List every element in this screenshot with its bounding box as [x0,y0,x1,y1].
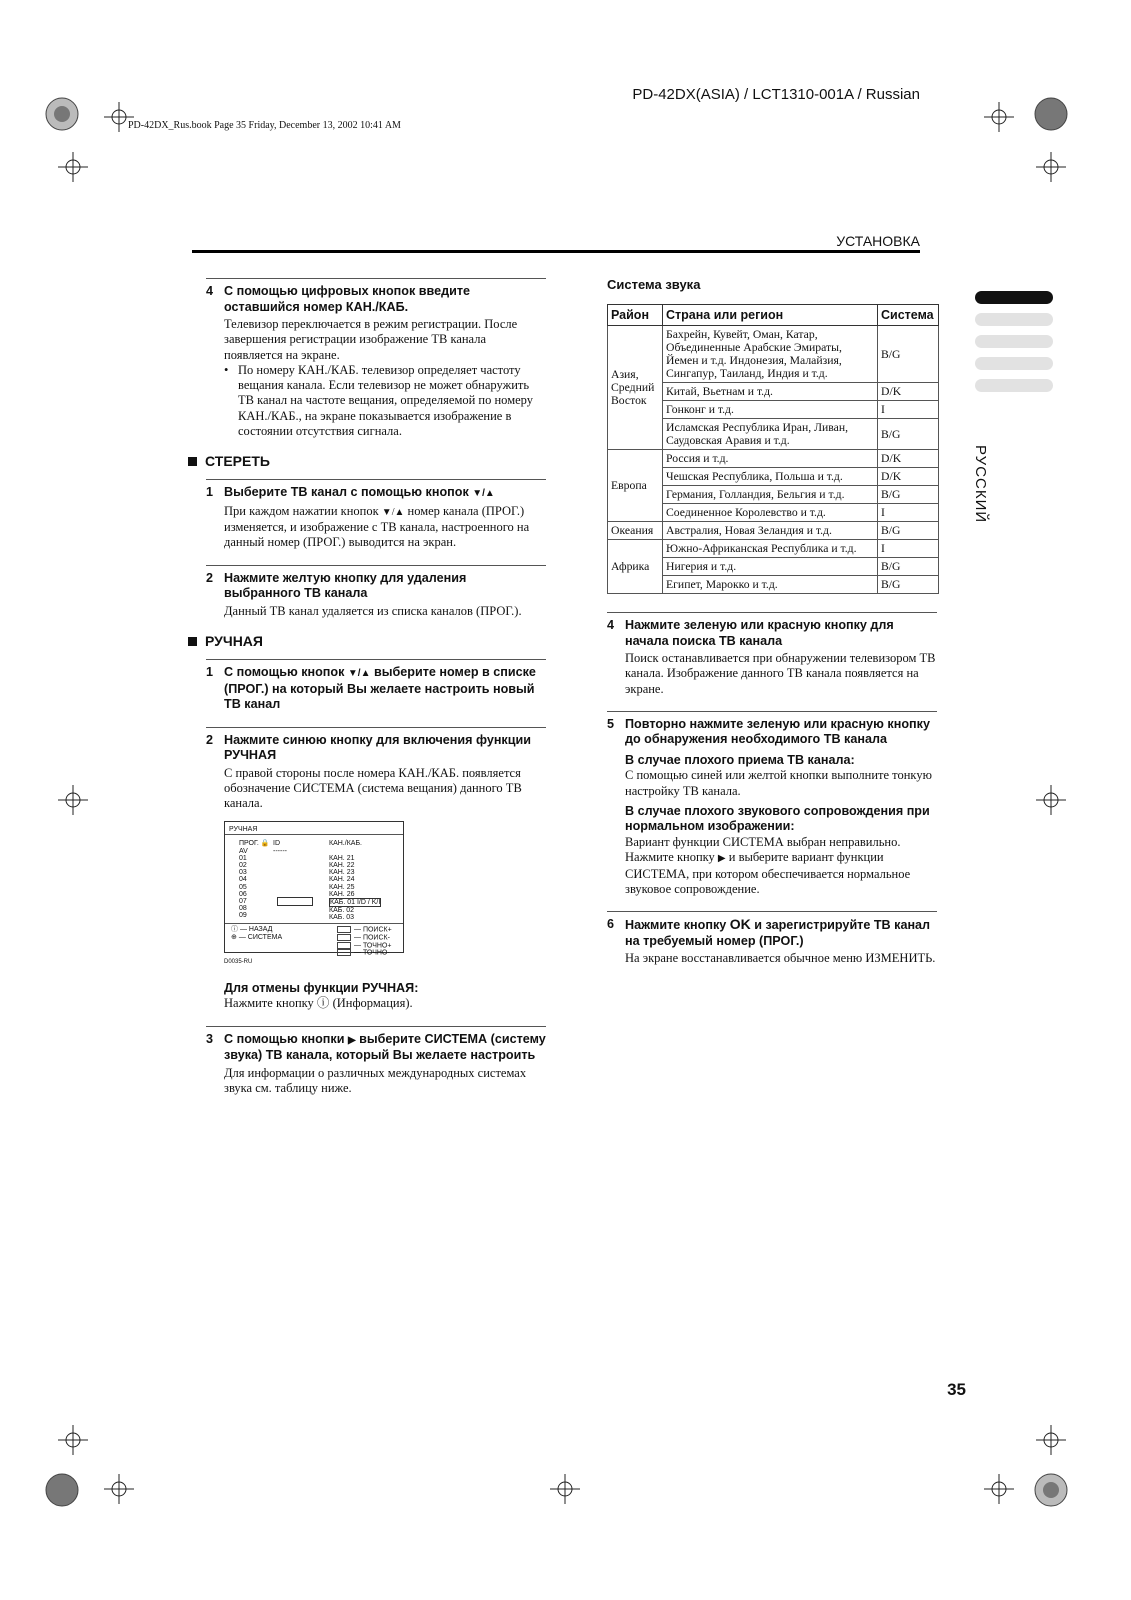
region-cell: Азия, Средний Восток [608,326,663,450]
page-number: 35 [947,1380,966,1399]
section-manual-title: РУЧНАЯ [205,633,263,650]
osd-col-ch: КАН./КАБ. [329,840,362,848]
step-number: 4 [607,618,615,632]
osd-prog: 08 [239,905,247,913]
side-tab [975,357,1053,370]
crosshair-icon [1036,152,1066,182]
osd-prog: 01 [239,854,247,862]
header-rule [192,250,920,253]
system-cell: B/G [878,576,939,594]
step-text: При каждом нажатии кнопок [224,503,382,518]
side-language-label: РУССКИЙ [972,445,989,524]
region-cell: Океания [608,522,663,540]
step-title: Повторно нажмите зеленую или красную кнопку до обнаружения необходимого ТВ канала [625,716,930,747]
crosshair-icon [984,102,1014,132]
osd-title: РУЧНАЯ [229,826,258,834]
step-text: Поиск останавливается при обнаружении телевизором ТВ канала. Изображение данного ТВ канала появляется на экране. [625,651,936,696]
col-region: Район [608,305,663,326]
osd-prog: 02 [239,862,247,870]
system-cell: D/K [878,450,939,468]
step-text: и выберите вариант функции СИСТЕМА, при котором обеспечивается нормальное звуковое сопровождение. [625,850,911,896]
system-cell: B/G [878,326,939,383]
right-step-4 [607,612,937,697]
step-4 [206,278,546,439]
crosshair-icon [58,785,88,815]
osd-prog: 03 [239,869,247,877]
osd-channel: КАН. 21 [329,854,355,862]
side-tabs [975,291,1053,401]
osd-col-prog: ПРОГ. [239,840,259,848]
right-arrow-icon: ▶ [347,1034,356,1046]
system-cell: B/G [878,558,939,576]
system-cell: B/G [878,419,939,450]
step-title: Нажмите кнопку [625,918,730,933]
step-text: Данный ТВ канал удаляется из списка каналов (ПРОГ.). [224,603,522,618]
step-text: Вариант функции СИСТЕМА выбран неправильно. Нажмите кнопку [625,834,901,865]
country-cell: Китай, Вьетнам и т.д. [663,383,878,401]
osd-prog: 09 [239,912,247,920]
lock-icon: 🔒 [260,840,270,848]
region-cell: Европа [608,450,663,522]
country-cell: Исламская Республика Иран, Ливан, Саудовская Аравия и т.д. [663,419,878,450]
system-cell: B/G [878,486,939,504]
side-tab [975,379,1053,392]
step-number: 3 [206,1031,214,1046]
manual-step-2 [206,727,546,1012]
osd-color-legend: — ПОИСК+ — ПОИСК- — ТОЧНО+ — ТОЧНО- [337,926,392,956]
table-row [608,522,939,540]
step-number: 4 [206,284,214,298]
osd-channel-column [329,840,381,921]
down-up-arrow-icon: ▼/▲ [472,488,495,500]
step-title: Нажмите желтую кнопку для удаления выбранного ТВ канала [224,570,467,601]
step-number: 1 [206,485,214,500]
step-number: 1 [206,665,214,680]
red-button-icon [337,926,351,933]
step-title: и зарегистрируйте ТВ канал на требуемый номер (ПРОГ.) [625,918,931,948]
subheading: В случае плохого приема ТВ канала: [625,752,855,767]
step-number: 5 [607,716,615,731]
osd-search-plus: ПОИСК+ [362,926,392,934]
step-text: На экране восстанавливается обычное меню ИЗМЕНИТЬ. [625,951,936,966]
book-info-line: PD-42DX_Rus.book Page 35 Friday, December 13, 2002 10:41 AM [128,120,401,131]
system-cell: I [878,540,939,558]
country-cell: Россия и т.д. [663,450,878,468]
manual-step-1 [206,659,546,713]
section-erase-title: СТЕРЕТЬ [205,453,270,470]
registration-mark-icon [1029,92,1073,136]
system-cell: B/G [878,522,939,540]
osd-channel: КАН. 23 [329,869,355,877]
square-bullet-icon [188,457,197,466]
col-country: Страна или регион [663,305,878,326]
osd-col-id: ID [273,840,280,848]
section-title: УСТАНОВКА [836,233,920,249]
step-title: Выберите ТВ канал с помощью кнопок [224,485,473,500]
bullet-icon: • [224,362,229,377]
osd-prog: 04 [239,876,247,884]
osd-id-dashes: ------ [273,847,287,855]
step-number: 2 [206,570,214,585]
bullet-text: По номеру КАН./КАБ. телевизор определяет частоту вещания канала. Если телевизор не может обнаружить ТВ канал на частоте вещания, определяемой по номеру КАН./КАБ., на экране показывается изображение в состоянии отсутствия сигнала. [238,362,533,439]
osd-id-input-box [277,897,313,906]
side-tab [975,335,1053,348]
left-column [206,278,546,1110]
info-icon: ⓘ [316,996,330,1011]
country-cell: Чешская Республика, Польша и т.д. [663,468,878,486]
crosshair-icon [1036,1425,1066,1455]
step-title: Нажмите синюю кнопку для включения функции РУЧНАЯ [224,732,531,763]
osd-back-label: НАЗАД [248,926,273,934]
osd-channel: КАН. 25 [329,883,355,891]
osd-prog: 06 [239,890,247,898]
osd-prog: 05 [239,883,247,891]
osd-nav-legend: ⓘ — НАЗАД ⊕ — СИСТЕМА [231,926,283,941]
country-cell: Египет, Марокко и т.д. [663,576,878,594]
step-number: 6 [607,917,615,932]
section-erase [188,453,546,469]
cancel-title: Для отмены функции РУЧНАЯ: [224,980,419,995]
country-cell: Германия, Голландия, Бельгия и т.д. [663,486,878,504]
green-button-icon [337,934,351,941]
region-cell: Африка [608,540,663,594]
table-row [608,540,939,558]
step-text: Для информации о различных международных системах звука см. таблицу ниже. [224,1065,527,1095]
right-column [607,277,937,980]
sound-system-table [607,304,939,594]
section-manual [188,633,546,649]
dpad-icon: ⊕ [231,933,237,941]
step-number: 2 [206,732,214,747]
step-title: выберите СИСТЕМА (систему звука) ТВ канала, который Вы желаете настроить [224,1031,546,1063]
country-cell: Бахрейн, Кувейт, Оман, Катар, Объединенные Арабские Эмираты, Йемен и т.д. Индонезия, Малайзия, Сингапур, Таиланд, Индия и т.д. [663,326,878,383]
country-cell: Гонконг и т.д. [663,401,878,419]
osd-prog: 07 [239,898,247,906]
step-text: С правой стороны после номера КАН./КАБ. появляется обозначение СИСТЕМА (система вещания) данного ТВ канала. [224,765,522,811]
table-header-row [608,305,939,326]
right-step-5 [607,711,937,897]
blue-button-icon [337,949,351,956]
model-header: PD-42DX(ASIA) / LCT1310-001A / Russian [632,86,920,103]
down-up-arrow-icon: ▼/▲ [381,506,405,518]
square-bullet-icon [188,637,197,646]
osd-channel: КАБ. 02 [329,907,355,915]
step-title: С помощью кнопок [224,665,348,680]
ok-button-icon: OK [729,916,751,933]
crosshair-icon [104,1474,134,1504]
registration-mark-icon [40,1468,84,1512]
system-cell: D/K [878,468,939,486]
step-title: Нажмите зеленую или красную кнопку для начала поиска ТВ канала [625,618,894,648]
osd-channel: КАН. 24 [329,876,355,884]
registration-mark-icon [40,92,84,136]
registration-mark-icon [1029,1468,1073,1512]
down-up-arrow-icon: ▼/▲ [347,668,371,680]
country-cell: Южно-Африканская Республика и т.д. [663,540,878,558]
osd-search-minus: ПОИСК- [362,934,390,942]
system-cell: I [878,504,939,522]
osd-figure-code: D0035-RU [224,959,253,966]
manual-step-3 [206,1026,546,1097]
subheading: В случае плохого звукового сопровождения при нормальном изображении: [625,803,930,834]
crosshair-icon [984,1474,1014,1504]
right-step-6 [607,911,937,966]
cancel-text: Нажмите кнопку [224,996,317,1011]
country-cell: Соединенное Королевство и т.д. [663,504,878,522]
cancel-text: (Информация). [329,996,413,1011]
erase-step-1 [206,479,546,550]
system-cell: D/K [878,383,939,401]
step-text: номер канала (ПРОГ.) изменяется, и изображение с ТВ канала, настроенного на данный номер (ПРОГ.) выводится на экран. [224,503,530,550]
country-cell: Австралия, Новая Зеландия и т.д. [663,522,878,540]
osd-fine-minus: ТОЧНО- [362,949,390,957]
crosshair-icon [1036,785,1066,815]
right-arrow-icon: ▶ [717,853,726,865]
crosshair-icon [58,152,88,182]
table-row [608,326,939,383]
erase-step-2 [206,565,546,619]
step-title: С помощью кнопки [224,1031,348,1046]
osd-fine-plus: ТОЧНО+ [362,941,392,949]
table-row [608,450,939,468]
side-tab-active [975,291,1053,304]
osd-manual-screen [224,821,404,957]
step-text: Телевизор переключается в режим регистрации. После завершения регистрации изображение ТВ канала появляется на экране. [224,317,518,362]
yellow-button-icon [337,942,351,949]
country-cell: Нигерия и т.д. [663,558,878,576]
sound-system-title: Система звука [607,277,701,292]
osd-prog-column [239,840,270,919]
step-text: С помощью синей или желтой кнопки выполните тонкую настройку ТВ канала. [625,768,932,798]
osd-channel-selected: КАБ. 01 I/D / K/I [330,899,381,907]
step-title: С помощью цифровых кнопок введите оставшийся номер КАН./КАБ. [224,284,471,314]
step-title: выберите номер в списке (ПРОГ.) на который Вы желаете настроить новый ТВ канал [224,665,536,712]
crosshair-icon [550,1474,580,1504]
osd-id-column [273,840,287,854]
osd-channel: КАН. 22 [329,862,355,870]
col-system: Система [878,305,939,326]
crosshair-icon [58,1425,88,1455]
osd-system-label: СИСТЕМА [247,933,283,941]
osd-prog: AV [239,847,248,855]
osd-channel: КАБ. 03 [329,914,355,922]
side-tab [975,313,1053,326]
osd-channel: КАН. 26 [329,890,355,898]
info-icon: ⓘ [231,926,238,934]
system-cell: I [878,401,939,419]
